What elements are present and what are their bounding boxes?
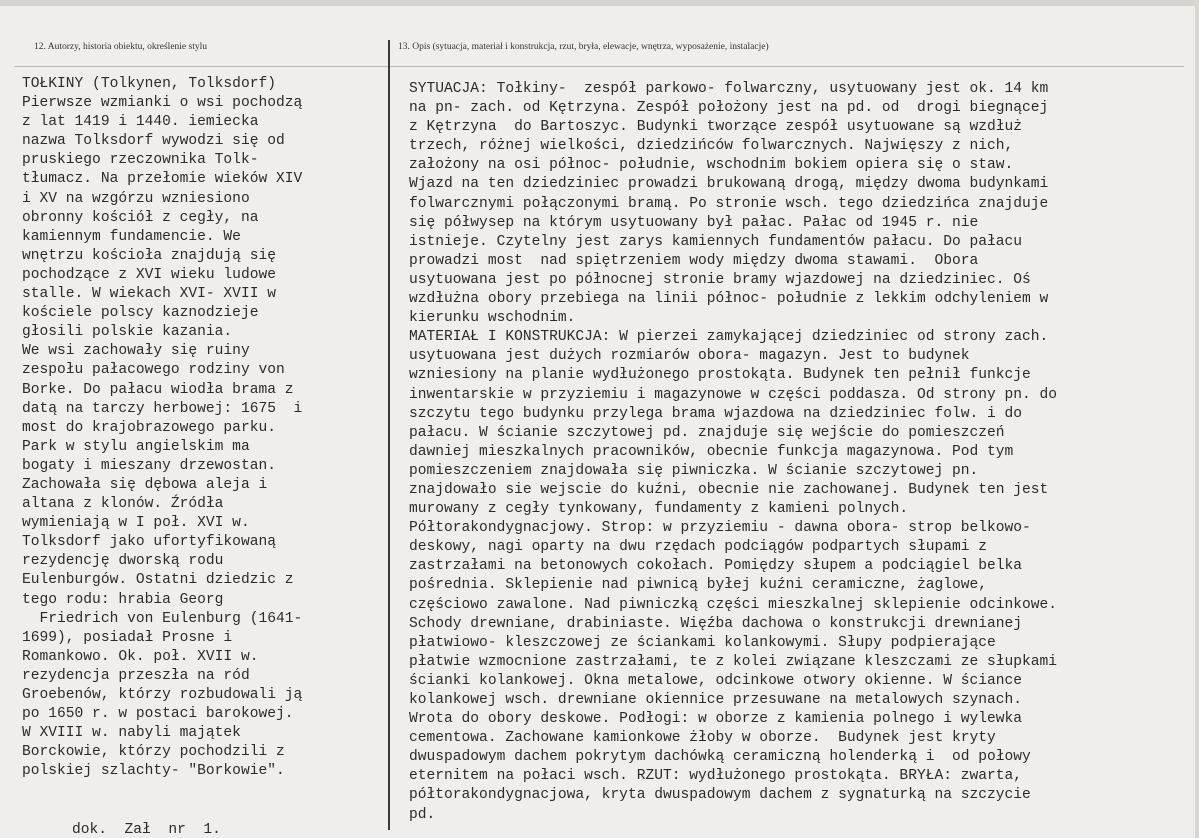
description-text-line: murowany z cegły tynkowany, fundamenty z kamieni polnych. — [409, 501, 909, 518]
history-text-line: 1699), posiadał Prosne i — [22, 629, 233, 646]
header-rule — [14, 66, 1184, 67]
description-text-line: usytuowana jest po północnej stronie bramy wjazdowej na dziedziniec. Oś — [409, 271, 1031, 288]
history-text-line: obronny kościół z cegły, na — [22, 209, 259, 226]
description-text-column — [409, 80, 1189, 825]
description-text-line: istnieje. Czytelny jest zarys kamiennych fundamentów pałacu. Do pałacu — [409, 233, 1023, 250]
history-text-line: most do krajobrazowego parku. — [22, 419, 276, 436]
description-text-line: Półtorakondygnacjowy. Strop: w przyziemiu - dawna obora- strop belkowo- — [409, 520, 1031, 537]
history-text-line: Borckowie, którzy pochodzili z — [22, 744, 285, 761]
description-text-line: półtorakondygnacjowa, kryta dwuspadowym dachem z sygnaturką na szczycie — [409, 787, 1031, 804]
description-text-line: Wjazd na ten dziedziniec prowadzi brukowaną drogą, między dwoma budynkami — [409, 176, 1049, 193]
description-text-line: zastrzałami na betonowych cokołach. Pomiędzy słupem a podciągiel belka — [409, 558, 1023, 575]
description-text-line: ścianki kolankowej. Okna metalowe, odcinkowe otwory okienne. W ściance — [409, 672, 1023, 689]
history-text-line: Friedrich von Eulenburg (1641- — [22, 610, 303, 627]
header-authors-history: 12. Autorzy, historia obiektu, określenie stylu — [34, 42, 207, 52]
description-text-line: usytuowana jest dużych rozmiarów obora- magazyn. Jest to budynek — [409, 348, 970, 365]
description-text-line: folwarcznymi połączonymi bramą. Po stronie wsch. tego dziedzińca znajduje — [409, 195, 1049, 212]
history-text-line: altana z klonów. Źródła — [22, 496, 224, 513]
history-text-line: Eulenburgów. Ostatni dziedzic z — [22, 572, 294, 589]
description-text-line: dawniej mieszkalnych pracowników, obecnie funkcja magazynowa. Pod tym — [409, 443, 1014, 460]
history-text-line: polskiej szlachty- "Borkowie". — [22, 763, 285, 780]
description-text-line: Schody drewniane, drabiniaste. Więźba dachowa o konstrukcji drewnianej — [409, 615, 1023, 632]
history-text-line: nazwa Tolksdorf wywodzi się od — [22, 133, 285, 150]
footer-attachment-note: dok. Zał nr 1. — [72, 822, 221, 838]
description-text-line: się półwysep na którym usytuowany był pałac. Pałac od 1945 r. nie — [409, 214, 979, 231]
scan-edge-right — [1195, 0, 1199, 838]
history-text-line: głosili polskie kazania. — [22, 324, 233, 341]
description-text-line: szczytu tego budynku przylega brama wjazdowa na dziedziniec folw. i do — [409, 405, 1023, 422]
history-text-line: i XV na wzgórzu wzniesiono — [22, 190, 250, 207]
description-text-line: kierunku wschodnim. — [409, 310, 576, 327]
history-text-line: wymieniają w I poł. XVI w. — [22, 515, 250, 532]
history-text-line: We wsi zachowały się ruiny — [22, 343, 250, 360]
description-text-line: prowadzi most nad spiętrzeniem wody między dwoma stawami. Obora — [409, 252, 979, 269]
history-text-line: kamiennym fundamencie. We — [22, 228, 241, 245]
history-text-line: z lat 1419 i 1440. iemiecka — [22, 114, 259, 131]
description-text-line: inwentarskie w przyziemiu i magazynowe w części poddasza. Od strony pn. do — [409, 386, 1058, 403]
history-text-line: tego rodu: hrabia Georg — [22, 591, 224, 608]
description-text-line: deskowy, nagi oparty na dwu rzędach podciągów podpartych słupami z — [409, 539, 988, 556]
description-text-line: wzniesiony na planie wydłużonego prostokąta. Budynek ten pełnił funkcje — [409, 367, 1031, 384]
history-text-line: Zachowała się dębowa aleja i — [22, 476, 268, 493]
history-text-line: pochodzące z XVI wieku ludowe — [22, 266, 276, 283]
history-text-line: Borke. Do pałacu wiodła brama z — [22, 381, 294, 398]
description-text-line: pd. — [409, 806, 436, 823]
history-text-line: Groebenów, którzy rozbudowali ją — [22, 687, 303, 703]
history-text-line: rezydencja przeszła na ród — [22, 667, 250, 684]
history-text-line: wnętrzu kościoła znajdują się — [22, 247, 276, 264]
history-text-line: po 1650 r. w postaci barokowej. — [22, 706, 294, 723]
description-text-line: płatwie wzmocnione zastrzałami, te z kolei związane kleszczami ze słupkami — [409, 653, 1058, 670]
history-text-line: datą na tarczy herbowej: 1675 i — [22, 400, 303, 417]
history-text-line: rezydencję dworską rodu — [22, 553, 224, 570]
description-text-line: Wrota do obory deskowe. Podłogi: w oborze z kamienia polnego i wylewka — [409, 711, 1023, 728]
description-text-line: MATERIAŁ I KONSTRUKCJA: W pierzei zamykającej dziedziniec od strony zach. — [409, 329, 1049, 346]
description-text-line: płatwiowo- kleszczowej ze ściankami kolankowymi. Słupy podpierające — [409, 634, 996, 651]
header-description: 13. Opis (sytuacja, materiał i konstrukcja, rzut, bryła, elewacje, wnętrza, wyposażenie, instalacje) — [398, 42, 769, 52]
history-text-line: Romankowo. Ok. poł. XVII w. — [22, 648, 259, 665]
description-text-line: kolankowej wsch. drewniane okiennice przesuwane na metalowych szynach. — [409, 692, 1023, 708]
history-text-line: Pierwsze wzmianki o wsi pochodzą — [22, 95, 303, 112]
history-text-line: W XVIII w. nabyli majątek — [22, 725, 241, 742]
history-text-line: TOŁKINY (Tolkynen, Tolksdorf) — [22, 76, 276, 92]
description-text-line: pomieszczeniem znajdowała się piwniczka. W ścianie szczytowej pn. — [409, 462, 979, 479]
history-text-column — [22, 75, 378, 781]
description-text-line: cementowa. Zachowane kamionkowe żłoby w oborze. Budynek jest kryty — [409, 730, 996, 747]
description-text-line: pałacu. W ścianie szczytowej pd. znajduje się wejście do pomieszczeń — [409, 424, 1005, 441]
description-text-line: na pn- zach. od Kętrzyna. Zespół położony jest na pd. od drogi biegnącej — [409, 100, 1049, 117]
history-text-line: kościele polscy kaznodzieje — [22, 305, 259, 322]
description-text-line: częściowo zawalone. Nad piwniczką części mieszkalnej sklepienie odcinkowe. — [409, 596, 1058, 613]
column-divider — [388, 40, 390, 830]
description-text-line: znajdowało sie wejscie do kuźni, obecnie nie zachowanej. Budynek ten jest — [409, 481, 1049, 498]
history-text-line: tłumacz. Na przełomie wieków XIV — [22, 171, 303, 188]
description-text-line: wzdłużna obory przebiega na linii północ- południe z lekkim odchyleniem w — [409, 291, 1049, 308]
history-text-line: bogaty i mieszany drzewostan. — [22, 457, 276, 474]
scan-edge-top — [0, 0, 1199, 6]
history-text-line: Park w stylu angielskim ma — [22, 438, 250, 455]
description-text-line: SYTUACJA: Tołkiny- zespół parkowo- folwarczny, usytuowany jest ok. 14 km — [409, 81, 1049, 97]
history-text-line: Tolksdorf jako ufortyfikowaną — [22, 534, 276, 551]
description-text-line: dwuspadowym dachem pokrytym dachówką ceramiczną holenderką i od połowy — [409, 749, 1031, 766]
history-text-line: stalle. W wiekach XVI- XVII w — [22, 286, 276, 303]
description-text-line: pośrednia. Sklepienie nad piwnicą byłej kuźni ceramiczne, żaglowe, — [409, 577, 988, 594]
history-text-line: zespołu pałacowego rodziny von — [22, 362, 285, 379]
history-text-line: pruskiego rzeczownika Tolk- — [22, 152, 259, 169]
description-text-line: założony na osi północ- południe, wschodnim bokiem opiera się o staw. — [409, 157, 1014, 174]
description-text-line: eternitem na połaci wsch. RZUT: wydłużonego prostokąta. BRYŁA: zwarta, — [409, 768, 1023, 785]
description-text-line: trzech, różnej wielkości, dziedzińców folwarcznych. Najwięszy z nich, — [409, 138, 1014, 155]
description-text-line: z Kętrzyna do Bartoszyc. Budynki tworzące zespół usytuowane są wzdłuż — [409, 119, 1023, 136]
